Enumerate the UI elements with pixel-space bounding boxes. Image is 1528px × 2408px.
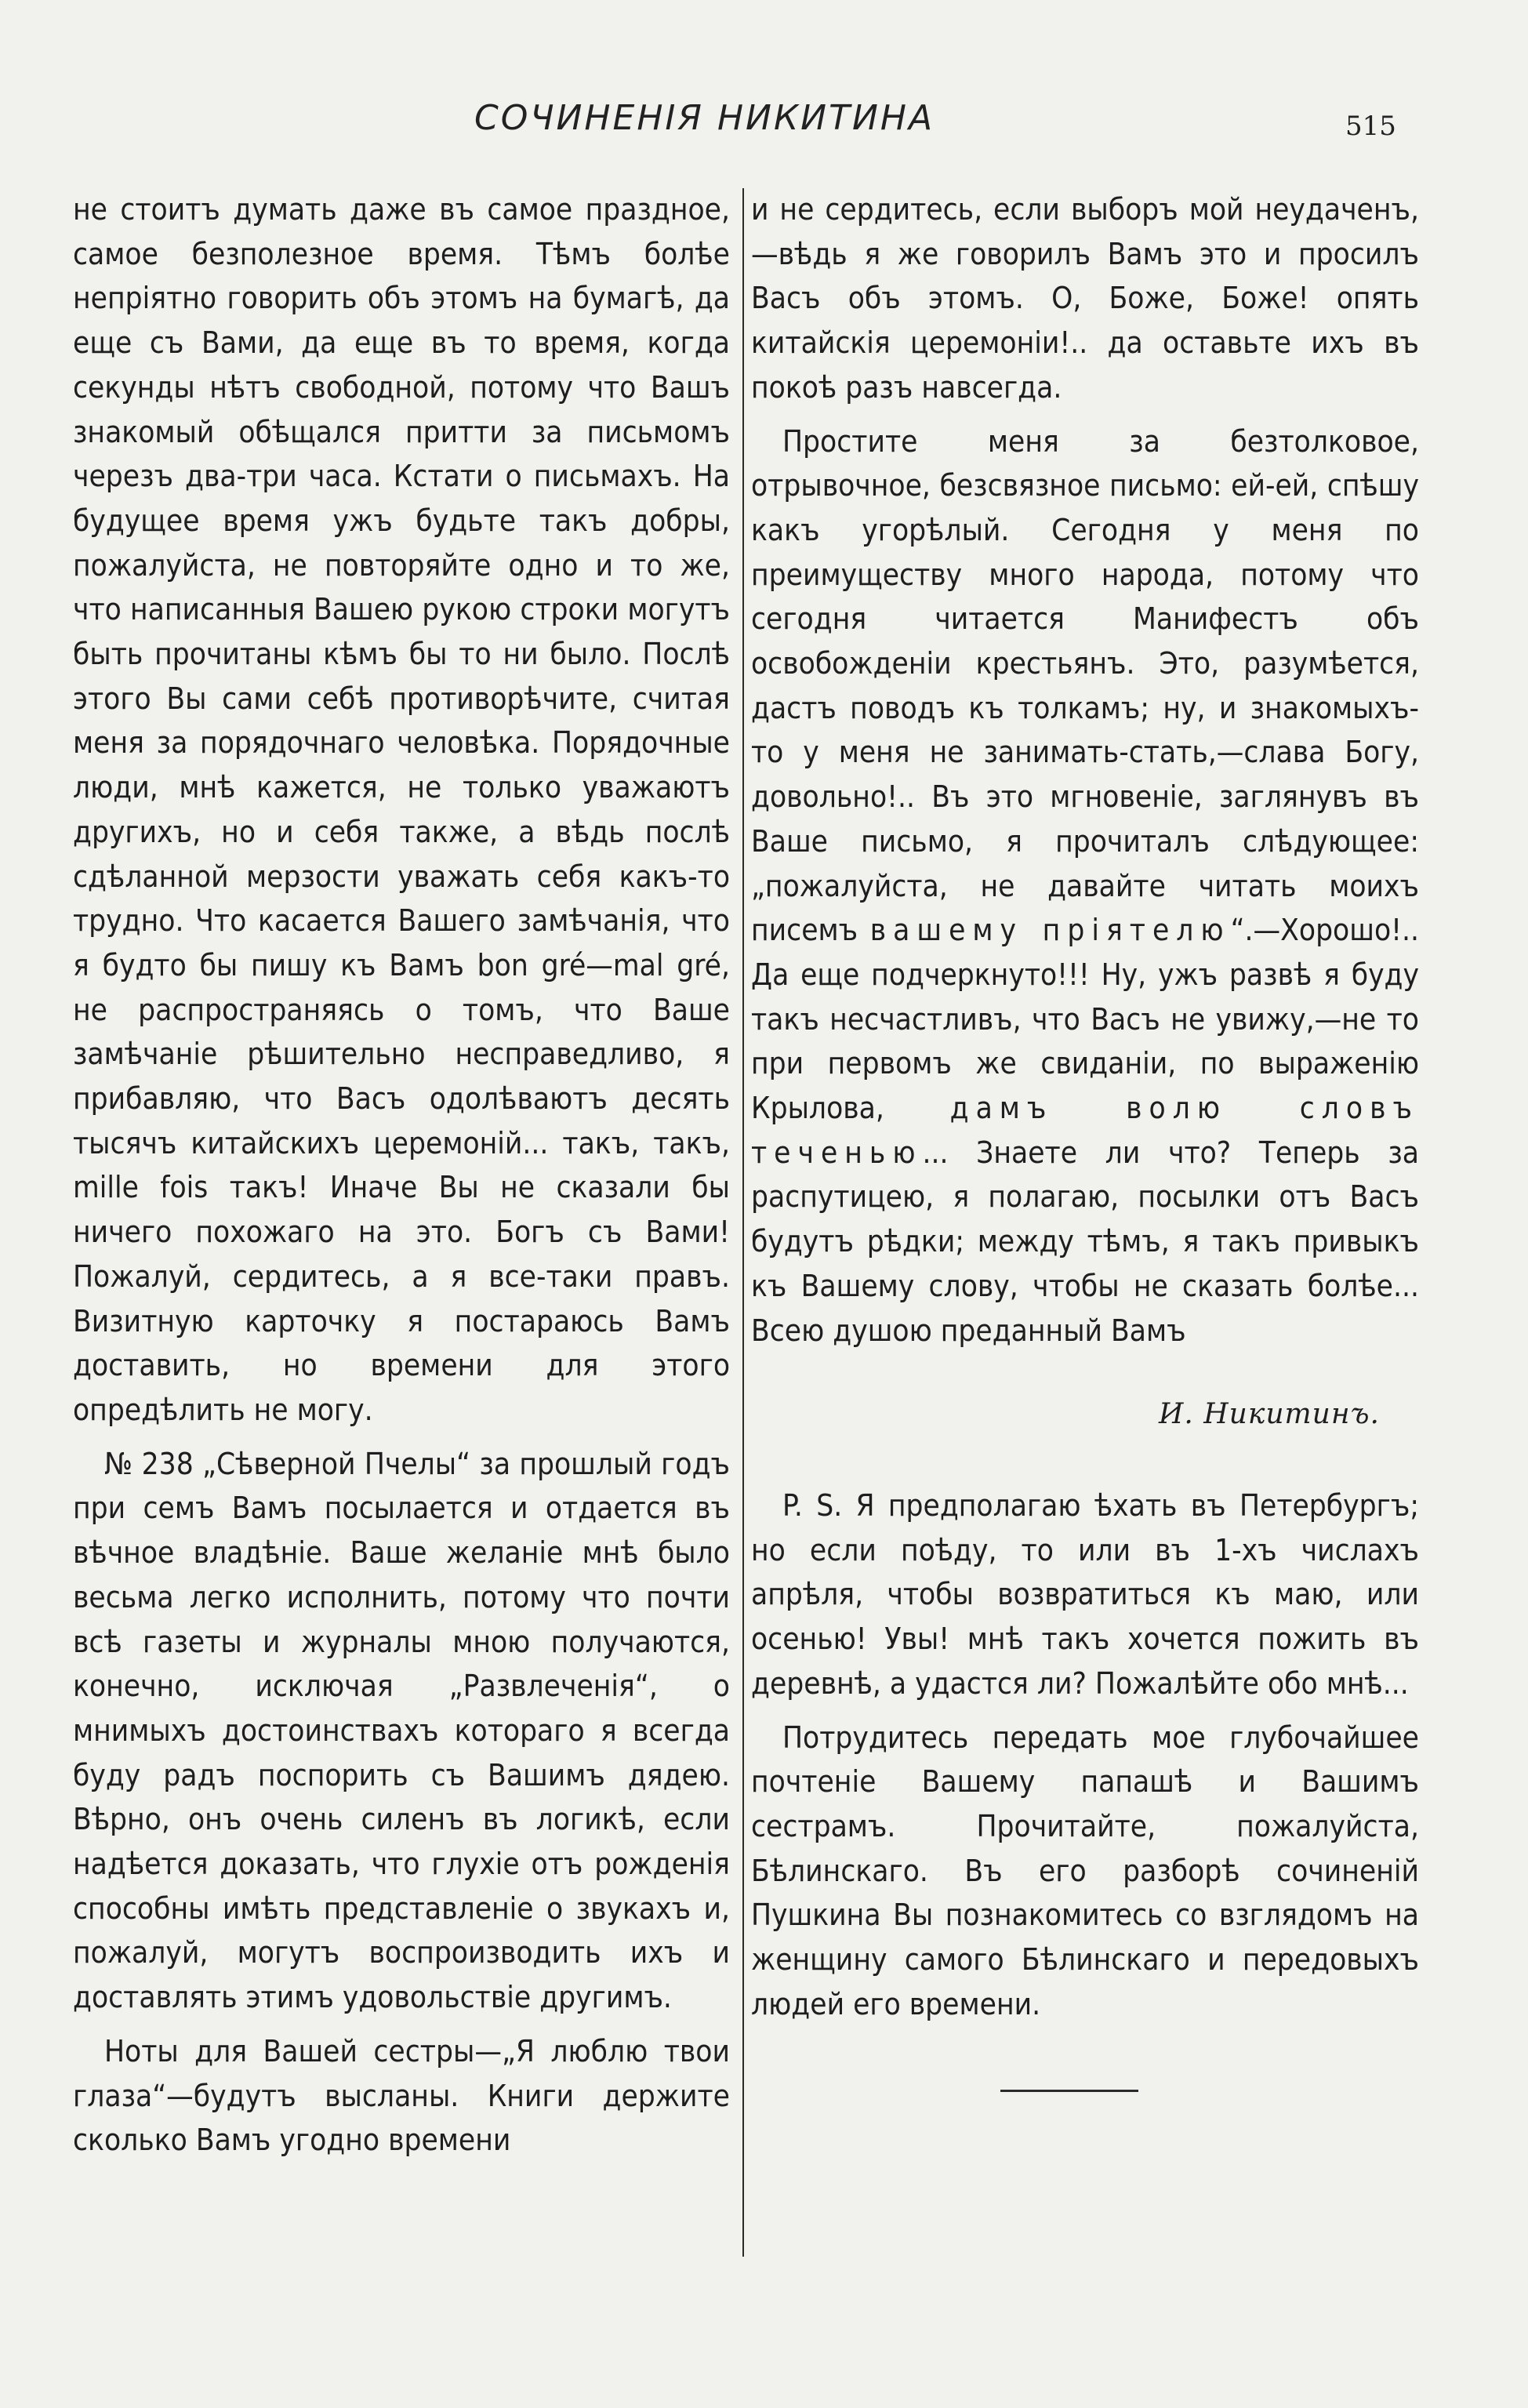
- paragraph: Потрудитесь передать мое глубочайшее почтеніе Вашему папашѣ и Вашимъ сестрамъ. Прочитайте, пожалуйста, Бѣлинскаго. Въ его разборѣ сочиненій Пушкина Вы познакомитесь со взглядомъ на женщину самого Бѣлинскаго и передовыхъ людей его времени.: [751, 1720, 1419, 2022]
- paragraph: Ноты для Вашей сестры—„Я люблю твои глаза“—будутъ высланы. Книги держите сколько Вамъ угодно времени: [73, 2033, 730, 2159]
- text-run: ... Знаете ли что? Теперь за распутицею, я полагаю, посылки отъ Васъ будутъ рѣдки; между тѣмъ, я такъ привыкъ къ Вашему слову, чтобы не сказать болѣе... Всею душою преданный Вамъ: [751, 1135, 1419, 1349]
- running-title: СОЧИНЕНІЯ НИКИТИНА: [474, 98, 935, 138]
- emphasized-text: дамъ волю словъ теченью: [751, 1091, 1419, 1171]
- left-column: [73, 188, 730, 2163]
- text-run: “.—Хорошо!.. Да еще подчеркнуто!!! Ну, ужъ развѣ я буду такъ несчастливъ, что Васъ не увижу,—не то при первомъ же свиданіи, по выраженію Крылова,: [751, 913, 1419, 1127]
- signature: И. Никитинъ.: [1158, 1398, 1380, 1431]
- paragraph: № 238 „Сѣверной Пчелы“ за прошлый годъ при семъ Вамъ посылается и отдается въ вѣчное владѣніе. Ваше желаніе мнѣ было весьма легко исполнить, потому что почти всѣ газеты и журналы мною получаются, конечно, исключая „Развлеченія“, о мнимыхъ достоинствахъ котораго я всегда буду радъ поспорить съ Вашимъ дядею. Вѣрно, онъ очень силенъ въ логикѣ, если надѣется доказать, что глухіе отъ рожденія способны имѣть представленіе о звукахъ и, пожалуй, могутъ воспроизводить ихъ и доставлять этимъ удовольствіе другимъ.: [73, 1446, 730, 2016]
- column-divider: [742, 188, 744, 2257]
- running-head: [0, 98, 1528, 153]
- page-number: 515: [1345, 111, 1396, 142]
- paragraph: и не сердитесь, если выборъ мой неудаченъ,—вѣдь я же говорилъ Вамъ это и просилъ Васъ объ этомъ. О, Боже, Боже! опять китайскія церемоніи!.. да оставьте ихъ въ покоѣ разъ навсегда.: [751, 192, 1419, 405]
- right-column: [751, 188, 1419, 2092]
- text-run: Простите меня за безтолковое, отрывочное, безсвязное письмо: ей-ей, спѣшу какъ угорѣлый. Сегодня у меня по преимуществу много народа, потому что сегодня читается Манифестъ объ освобожденіи крестьянъ. Это, разумѣется, дастъ поводъ къ толкамъ; ну, и знакомыхъ-то у меня не занимать-стать,—слава Богу, довольно!.. Въ это мгновеніе, заглянувъ въ Ваше письмо, я прочиталъ слѣдующее: „пожалуйста, не давайте читать моихъ писемъ: [751, 423, 1419, 949]
- end-rule: [1000, 2090, 1138, 2092]
- paragraph: [751, 420, 1419, 1354]
- paragraph: не стоитъ думать даже въ самое праздное, самое безполезное время. Тѣмъ болѣе непріятно говорить объ этомъ на бумагѣ, да еще съ Вами, да еще въ то время, когда секунды нѣтъ свободной, потому что Вашъ знакомый обѣщался притти за письмомъ черезъ два-три часа. Кстати о письмахъ. На будущее время ужъ будьте такъ добры, пожалуйста, не повторяйте одно и то же, что написанныя Вашею рукою строки могутъ быть прочитаны кѣмъ бы то ни было. Послѣ этого Вы сами себѣ противорѣчите, считая меня за порядочнаго человѣка. Порядочные люди, мнѣ кажется, не только уважаютъ другихъ, но и себя также, а вѣдь послѣ сдѣланной мерзости уважать себя какъ-то трудно. Что касается Вашего замѣчанія, что я будто бы пишу къ Вамъ bon gré—mal gré, не распространяясь о томъ, что Ваше замѣчаніе рѣшительно несправедливо, я прибавляю, что Васъ одолѣваютъ десять тысячъ китайскихъ церемоній... такъ, такъ, mille fois такъ! Иначе Вы не сказали бы ничего похожаго на это. Богъ съ Вами! Пожалуй, сердитесь, а я все-таки правъ. Визитную карточку я постараюсь Вамъ доставить, но времени для этого опредѣлить не могу.: [73, 192, 730, 1428]
- emphasized-text: вашему пріятелю: [869, 913, 1231, 949]
- postscript: P. S. Я предполагаю ѣхать въ Петербургъ; но если поѣду, то или въ 1-хъ числахъ апрѣля, чтобы возвратиться къ маю, или осенью! Увы! мнѣ такъ хочется пожить въ деревнѣ, а удастся ли? Пожалѣйте обо мнѣ...: [751, 1487, 1419, 1702]
